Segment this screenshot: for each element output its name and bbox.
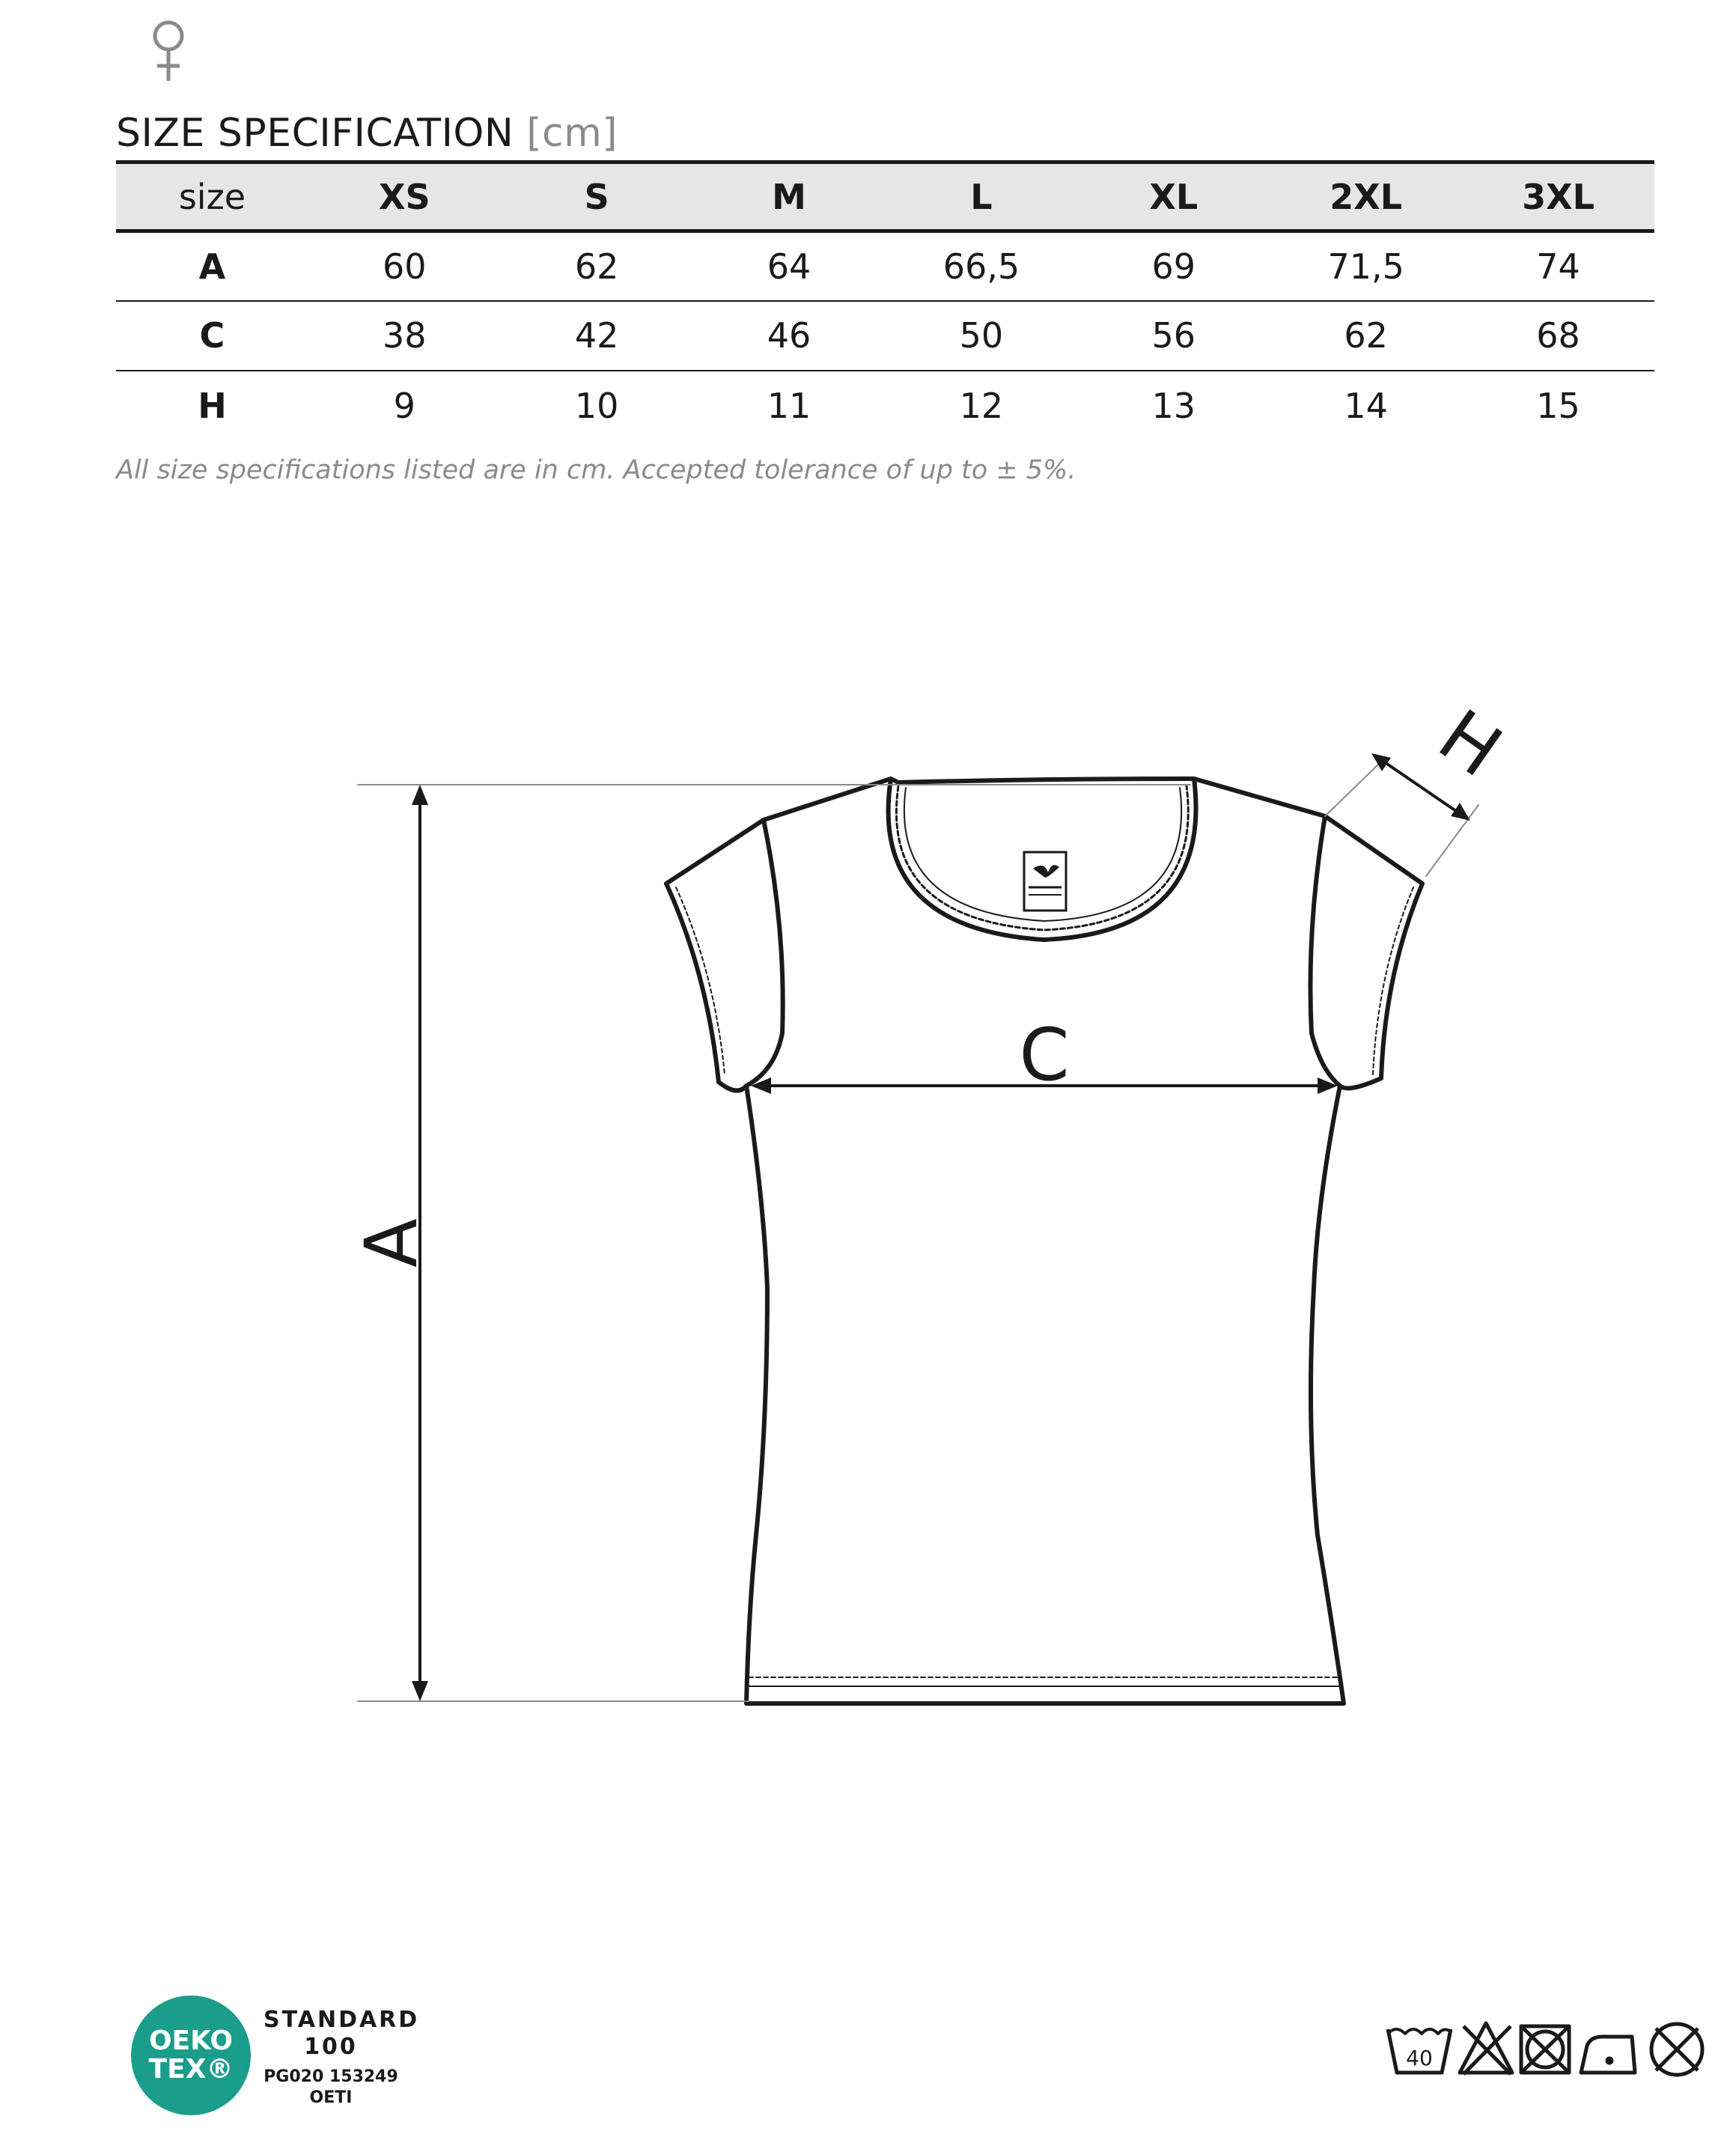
brand-tag bbox=[1024, 852, 1066, 911]
column-header: 2XL bbox=[1270, 162, 1462, 231]
title-text: SIZE SPECIFICATION bbox=[116, 111, 514, 156]
no-tumble-dry-icon bbox=[1521, 2026, 1569, 2073]
table-cell: 69 bbox=[1151, 246, 1196, 287]
row-label: H bbox=[116, 371, 308, 440]
table-cell: 50 bbox=[886, 301, 1078, 371]
certificate-institute: OETI bbox=[309, 2088, 353, 2107]
dimension-label-a: A bbox=[350, 1218, 433, 1268]
table-cell: 9 bbox=[308, 371, 501, 440]
oeko-line1: OEKO bbox=[148, 2025, 234, 2056]
title-unit: [cm] bbox=[526, 111, 618, 156]
table-cell: 64 bbox=[767, 246, 811, 287]
table-cell: 66,5 bbox=[942, 246, 1020, 287]
table-cell: 60 bbox=[383, 246, 427, 287]
column-header: S bbox=[501, 162, 693, 231]
table-cell: 62 bbox=[1270, 301, 1462, 371]
table-cell: 14 bbox=[1270, 371, 1462, 440]
column-header: L bbox=[886, 162, 1078, 231]
column-header: M bbox=[693, 162, 886, 231]
table-cell: 12 bbox=[886, 371, 1078, 440]
tolerance-note: All size specifications listed are in cm. Accepted tolerance of up to ± 5%. bbox=[116, 455, 1076, 485]
no-bleach-icon bbox=[1460, 2023, 1512, 2074]
certificate-code: PG020 153249 bbox=[264, 2067, 398, 2086]
wash-40-icon bbox=[1388, 2029, 1451, 2073]
column-header: 3XL bbox=[1462, 162, 1654, 231]
oeko-tex-logo bbox=[131, 1996, 251, 2115]
table-cell: 42 bbox=[501, 301, 693, 371]
no-dry-clean-icon bbox=[1651, 2024, 1702, 2075]
care-symbols bbox=[1385, 2014, 1707, 2082]
table-cell: 46 bbox=[693, 301, 886, 371]
standard-number: 100 bbox=[304, 2034, 358, 2060]
table-cell: 10 bbox=[501, 371, 693, 440]
column-header: XL bbox=[1077, 162, 1270, 231]
table-cell: 13 bbox=[1077, 371, 1270, 440]
wash-temperature: 40 bbox=[1406, 2046, 1433, 2070]
standard-block bbox=[264, 2007, 420, 2061]
dimension-label-h: H bbox=[1424, 693, 1517, 794]
table-cell: 56 bbox=[1077, 301, 1270, 371]
dimension-label-c: C bbox=[1019, 1013, 1070, 1097]
table-cell: 62 bbox=[574, 246, 619, 287]
row-label: C bbox=[116, 301, 308, 371]
column-header: XS bbox=[308, 162, 501, 231]
iron-low-icon bbox=[1581, 2037, 1635, 2073]
oeko-line2: TEX® bbox=[148, 2054, 234, 2085]
certificate-code-block bbox=[264, 2067, 398, 2109]
table-cell: 71,5 bbox=[1327, 246, 1404, 287]
table-cell: 11 bbox=[693, 371, 886, 440]
table-cell: 38 bbox=[308, 301, 501, 371]
standard-label: STANDARD bbox=[264, 2007, 420, 2033]
table-cell: 74 bbox=[1536, 246, 1580, 287]
table-cell: 15 bbox=[1462, 371, 1654, 440]
column-header: size bbox=[116, 162, 308, 231]
row-label: A bbox=[198, 246, 226, 287]
table-cell: 68 bbox=[1462, 301, 1654, 371]
